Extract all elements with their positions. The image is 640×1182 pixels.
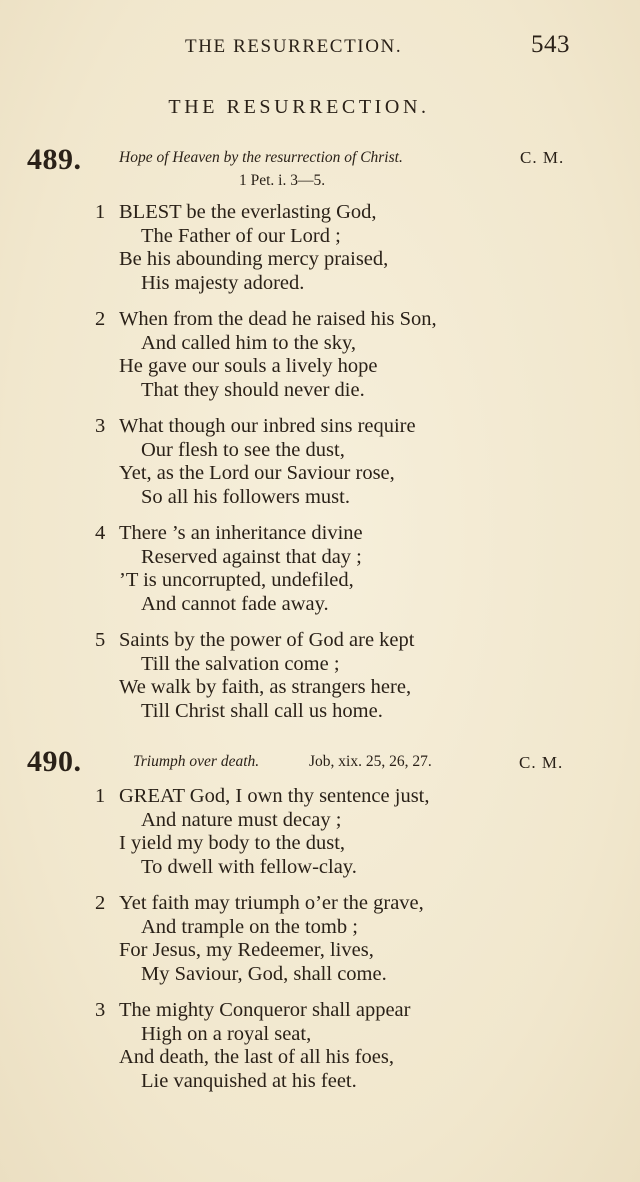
verse-line: To dwell with fellow-clay.	[141, 855, 357, 878]
hymn-number: 489.	[27, 143, 82, 176]
page-number: 543	[531, 31, 570, 58]
hymn-meter: C. M.	[520, 148, 565, 167]
stanza-number: 4	[95, 522, 106, 544]
verse-line: Yet faith may triumph o’er the grave,	[119, 892, 424, 914]
verse-line: His majesty adored.	[141, 271, 305, 294]
verse-line: Lie vanquished at his feet.	[141, 1069, 357, 1092]
verse-line: He gave our souls a lively hope	[119, 355, 378, 377]
stanza	[0, 999, 410, 1093]
hymn-meter: C. M.	[519, 753, 564, 772]
stanza-number: 3	[95, 415, 106, 437]
verse-line: ’T is uncorrupted, undefiled,	[119, 569, 354, 591]
verse-line: Our flesh to see the dust,	[141, 438, 345, 461]
stanza-number: 2	[95, 892, 106, 914]
stanza-number: 2	[95, 308, 106, 330]
verse-line: What though our inbred sins require	[119, 415, 416, 437]
verse-line: Be his abounding mercy praised,	[119, 248, 389, 270]
verse-line: That they should never die.	[141, 378, 365, 401]
verse-line: And trample on the tomb ;	[141, 915, 358, 938]
stanza	[0, 892, 424, 986]
stanza	[0, 629, 414, 723]
verse-line: When from the dead he raised his Son,	[119, 308, 437, 330]
verse-line: Yet, as the Lord our Saviour rose,	[119, 462, 395, 484]
section-title: THE RESURRECTION.	[168, 96, 430, 118]
verse-line: BLEST be the everlasting God,	[119, 201, 377, 223]
verse-line: And called him to the sky,	[141, 331, 357, 354]
verse-line: My Saviour, God, shall come.	[141, 962, 387, 985]
stanza	[0, 415, 416, 509]
stanza	[0, 522, 363, 616]
verse-line: Saints by the power of God are kept	[119, 629, 415, 651]
verse-line: High on a royal seat,	[141, 1022, 312, 1045]
stanza-number: 5	[95, 629, 106, 651]
stanza	[0, 308, 437, 402]
verse-line: I yield my body to the dust,	[119, 832, 346, 854]
verse-line: Till the salvation come ;	[141, 652, 340, 675]
running-head: THE RESURRECTION.	[185, 36, 403, 57]
verse-line: GREAT God, I own thy sentence just,	[119, 785, 430, 807]
verse-line: And nature must decay ;	[141, 808, 342, 831]
verse-line: Till Christ shall call us home.	[141, 699, 383, 722]
stanza	[0, 785, 430, 879]
verse-line: For Jesus, my Redeemer, lives,	[119, 939, 374, 961]
stanza-number: 1	[95, 201, 106, 223]
stanza-number: 3	[95, 999, 106, 1021]
stanza	[0, 201, 388, 295]
verse-line: Reserved against that day ;	[141, 545, 362, 568]
hymn-scripture-reference: 1 Pet. i. 3—5.	[239, 172, 326, 189]
verse-line: And death, the last of all his foes,	[119, 1046, 394, 1068]
verse-line: There ’s an inheritance divine	[119, 522, 363, 544]
hymn-title: Triumph over death.	[133, 753, 260, 770]
hymn-title: Hope of Heaven by the resurrection of Christ.	[119, 149, 403, 166]
hymn-number: 490.	[27, 745, 82, 778]
verse-line: The Father of our Lord ;	[141, 224, 341, 247]
stanza-number: 1	[95, 785, 106, 807]
verse-line: We walk by faith, as strangers here,	[119, 676, 412, 698]
hymn-scripture-reference: Job, xix. 25, 26, 27.	[309, 753, 432, 770]
verse-line: The mighty Conqueror shall appear	[119, 999, 411, 1021]
verse-line: And cannot fade away.	[141, 592, 329, 615]
verse-line: So all his followers must.	[141, 485, 350, 508]
